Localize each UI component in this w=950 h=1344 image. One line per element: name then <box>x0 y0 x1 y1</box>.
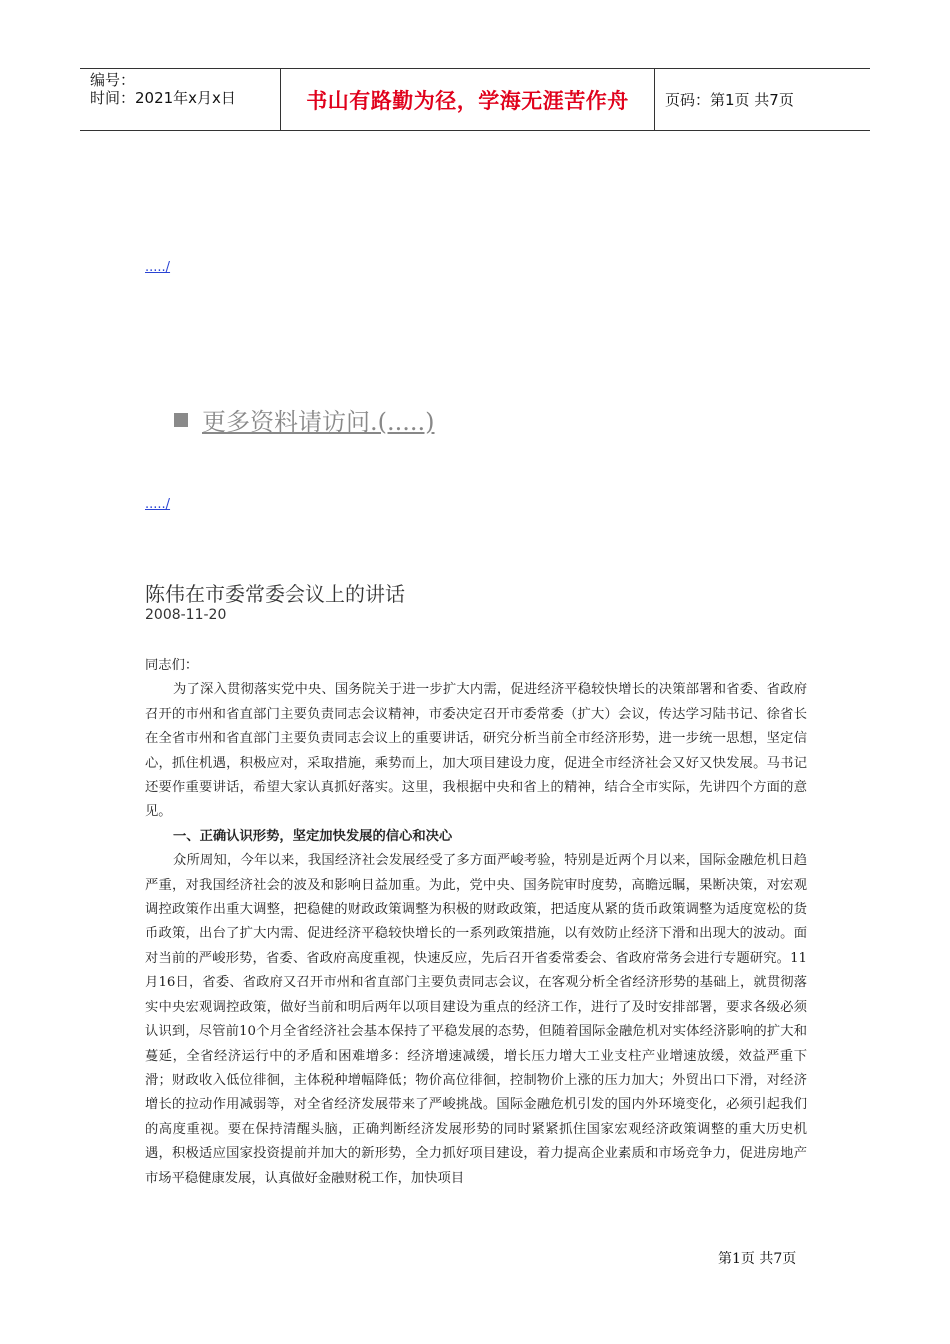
header-page-label: 页码：第1页 共7页 <box>665 91 794 109</box>
number-label: 编号： <box>90 71 136 89</box>
footer-page-number: 第1页 共7页 <box>718 1251 797 1267</box>
section-heading: 一、正确认识形势，坚定加快发展的信心和决心 <box>173 828 453 844</box>
square-bullet-icon <box>174 413 188 427</box>
paragraph-intro: 为了深入贯彻落实党中央、国务院关于进一步扩大内需，促进经济平稳较快增长的决策部署和省委、省政府召开的市州和省直部门主要负责同志会议精神，市委决定召开市委常委（扩大）会议，传达学习陆书记、徐省长在全省市州和省直部门主要负责同志会议上的重要讲话，研究分析当前全市经济形势，进一步统一思想，坚定信心，抓住机遇，积极应对，采取措施，乘势而上，加大项目建设力度，促进全市经济社会又好又快发展。马书记还要作重要讲话，希望大家认真抓好落实。这里，我根据中央和省上的精神，结合全市实际，先讲四个方面的意见。 <box>145 682 807 820</box>
paragraph-situation: 众所周知，今年以来，我国经济社会发展经受了多方面严峻考验，特别是近两个月以来，国际金融危机日趋严重，对我国经济社会的波及和影响日益加重。为此，党中央、国务院审时度势，高瞻远瞩，果断决策，对宏观调控政策作出重大调整，把稳健的财政政策调整为积极的财政政策，把适度从紧的货币政策调整为适度宽松的货币政策，出台了扩大内需、促进经济平稳较快增长的一系列政策措施，以有效防止经济下滑和出现大的波动。面对当前的严峻形势，省委、省政府高度重视，快速反应，先后召开省委常委会、省政府常务会进行专题研究。11月16日，省委、省政府又召开市州和省直部门主要负责同志会议，在客观分析全省经济形势的基础上，就贯彻落实中央宏观调控政策，做好当前和明后两年以项目建设为重点的经济工作，进行了及时安排部署，要求各级必须认识到，尽管前10个月全省经济社会基本保持了平稳发展的态势，但随着国际金融危机对实体经济影响的扩大和蔓延，全省经济运行中的矛盾和困难增多：经济增速减缓，增长压力增大工业支柱产业增速放缓，效益严重下滑；财政收入低位徘徊，主体税种增幅降低；物价高位徘徊，控制物价上涨的压力加大；外贸出口下滑，对经济增长的拉动作用减弱等，对全省经济发展带来了严峻挑战。国际金融危机引发的国内外环境变化，必须引起我们的高度重视。要在保持清醒头脑，正确判断经济发展形势的同时紧紧抓住国家宏观经济政策调整的重大历史机遇，积极适应国家投资提前并加大的新形势，全力抓好项目建设，着力提高企业素质和市场竞争力，促进房地产市场平稳健康发展，认真做好金融财税工作，加快项目 <box>145 853 807 1186</box>
more-resources[interactable] <box>174 402 435 437</box>
article-body <box>145 654 807 1191</box>
second-link[interactable]: ...../ <box>145 497 171 512</box>
header-meta <box>80 69 281 130</box>
page-header <box>80 68 870 131</box>
time-label: 时间：2021年x月x日 <box>90 89 236 107</box>
article-title: 陈伟在市委常委会议上的讲话 <box>145 582 405 606</box>
article-date: 2008-11-20 <box>145 607 227 623</box>
salutation: 同志们： <box>145 658 199 673</box>
more-resources-link[interactable]: 更多资料请访问.(.....) <box>202 408 435 436</box>
top-link[interactable]: ...../ <box>145 260 171 275</box>
header-motto: 书山有路勤为径，学海无涯苦作舟 <box>281 69 655 130</box>
